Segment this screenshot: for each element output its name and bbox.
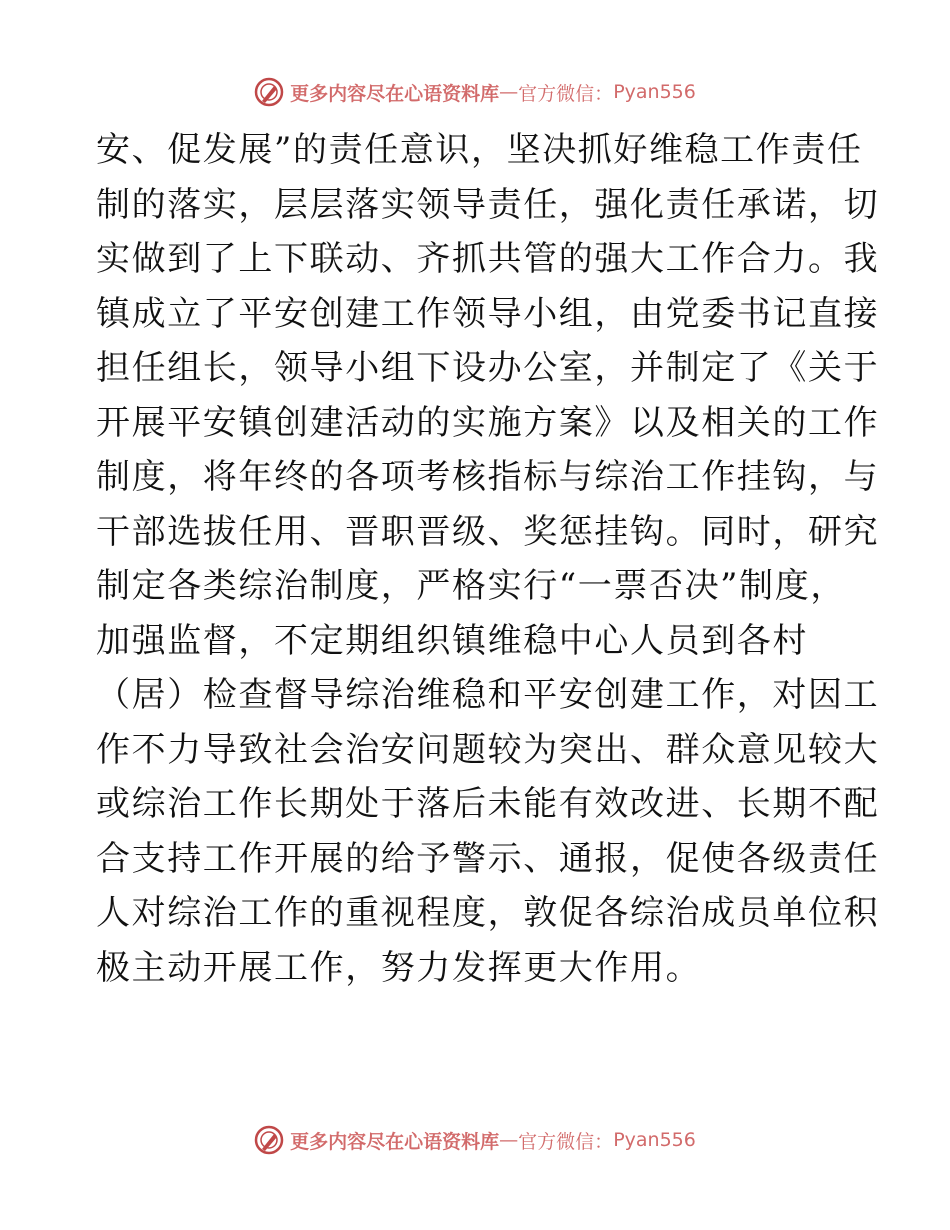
header-wechat-id: Pyan556 xyxy=(613,81,696,103)
body-line: 合支持工作开展的给予警示、通报，促使各级责任 xyxy=(96,838,880,879)
footer-wechat-label: 官方微信： xyxy=(518,1130,614,1153)
footer-brand: 更多内容尽在心语资料库 xyxy=(290,1130,500,1153)
footer-separator: — xyxy=(499,1129,519,1151)
body-line: （居）检查督导综治维稳和平安创建工作，对因工 xyxy=(96,675,880,715)
body-line: 或综治工作长期处于落后未能有效改进、长期不配 xyxy=(96,784,880,824)
footer-banner xyxy=(0,1120,950,1160)
body-line: 制度，将年终的各项考核指标与综治工作挂钩，与 xyxy=(96,457,880,497)
header-banner xyxy=(0,72,950,112)
body-line: 作不力导致社会治安问题较为突出、群众意见较大 xyxy=(96,729,880,770)
header-brand: 更多内容尽在心语资料库 xyxy=(290,82,500,105)
header-wechat-label: 官方微信： xyxy=(518,82,614,105)
footer-wechat-id: Pyan556 xyxy=(613,1129,696,1151)
body-line: 干部选拔任用、晋职晋级、奖惩挂钩。同时，研究 xyxy=(96,511,880,552)
body-line: 镇成立了平安创建工作领导小组，由党委书记直接 xyxy=(96,293,880,334)
body-line: 开展平安镇创建活动的实施方案》以及相关的工作 xyxy=(96,402,880,443)
pen-logo-icon xyxy=(254,77,284,107)
body-line: 实做到了上下联动、齐抓共管的强大工作合力。我 xyxy=(96,239,880,279)
body-line: 安、促发展”的责任意识，坚决抓好维稳工作责任 xyxy=(96,130,863,170)
body-line: 加强监督，不定期组织镇维稳中心人员到各村 xyxy=(96,620,808,661)
document-body xyxy=(96,123,880,995)
header-separator: — xyxy=(499,81,519,103)
body-line: 极主动开展工作，努力发挥更大作用。 xyxy=(96,947,702,988)
body-line: 人对综治工作的重视程度，敦促各综治成员单位积 xyxy=(96,893,880,933)
body-line: 担任组长，领导小组下设办公室，并制定了《关于 xyxy=(96,348,880,388)
body-line: 制的落实，层层落实领导责任，强化责任承诺，切 xyxy=(96,184,880,225)
pen-logo-icon xyxy=(254,1125,284,1155)
body-line: 制定各类综治制度，严格实行“一票否决”制度， xyxy=(96,566,846,606)
